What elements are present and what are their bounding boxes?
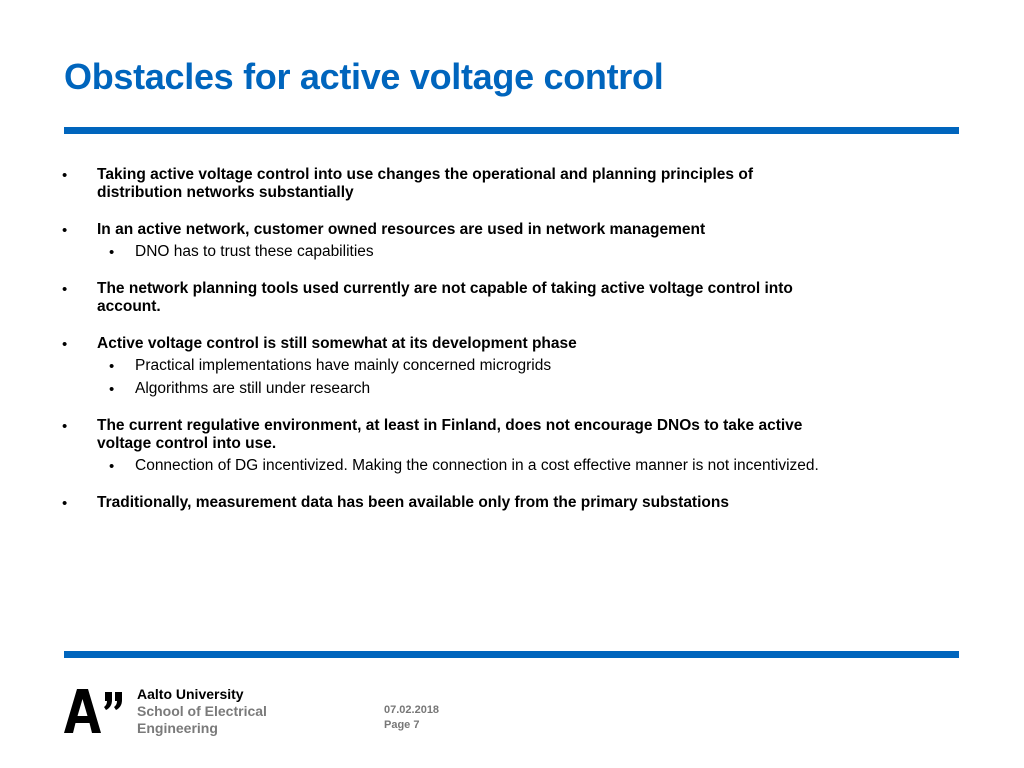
bullet-text: The current regulative environment, at least in Finland, does not encourage DNOs to take active voltage control into use. bbox=[97, 417, 803, 452]
bullet-marker: • bbox=[62, 222, 68, 239]
top-divider bbox=[64, 127, 959, 134]
footer-date: 07.02.2018 bbox=[384, 704, 440, 716]
sub-bullet-list bbox=[97, 243, 838, 261]
footer-organization bbox=[137, 686, 267, 737]
sub-bullet-marker: • bbox=[109, 244, 115, 261]
sub-bullet-item bbox=[97, 380, 838, 398]
sub-bullet-text: Practical implementations have mainly concerned microgrids bbox=[135, 357, 552, 374]
bullet-text: In an active network, customer owned resources are used in network management bbox=[97, 221, 706, 238]
bullet-text: Traditionally, measurement data has been available only from the primary substations bbox=[97, 494, 729, 511]
bullet-item bbox=[58, 335, 838, 398]
bullet-marker: • bbox=[62, 418, 68, 435]
bottom-divider bbox=[64, 651, 959, 658]
bullet-marker: • bbox=[62, 281, 68, 298]
bullet-text: The network planning tools used currently are not capable of taking active voltage control into account. bbox=[97, 280, 793, 315]
sub-bullet-item bbox=[97, 357, 838, 375]
bullet-marker: • bbox=[62, 167, 68, 184]
sub-bullet-item bbox=[97, 457, 838, 475]
logo-quote-right bbox=[114, 692, 122, 710]
sub-bullet-text: Algorithms are still under research bbox=[135, 380, 371, 397]
sub-bullet-list bbox=[97, 357, 838, 398]
bullet-item bbox=[58, 280, 838, 316]
sub-bullet-item bbox=[97, 243, 838, 261]
sub-bullet-marker: • bbox=[109, 381, 115, 398]
sub-bullet-marker: • bbox=[109, 358, 115, 375]
org-name: Aalto University bbox=[137, 686, 244, 702]
bullet-item bbox=[58, 221, 838, 261]
aalto-logo-icon bbox=[64, 689, 124, 733]
footer-meta bbox=[384, 703, 439, 733]
bullet-item bbox=[58, 417, 838, 475]
footer-page-number: Page 7 bbox=[384, 719, 420, 731]
sub-bullet-text: DNO has to trust these capabilities bbox=[135, 243, 374, 260]
school-name-line2: Engineering bbox=[137, 720, 218, 736]
sub-bullet-list bbox=[97, 457, 838, 475]
bullet-marker: • bbox=[62, 495, 68, 512]
bullet-item bbox=[58, 494, 838, 512]
sub-bullet-text: Connection of DG incentivized. Making the connection in a cost effective manner is not incentivized. bbox=[135, 457, 819, 474]
sub-bullet-marker: • bbox=[109, 458, 115, 475]
bullet-text: Active voltage control is still somewhat at its development phase bbox=[97, 335, 577, 352]
school-name-line1: School of Electrical bbox=[137, 703, 267, 719]
logo-quote-left bbox=[104, 692, 112, 710]
bullet-item bbox=[58, 166, 838, 202]
slide-title: Obstacles for active voltage control bbox=[64, 56, 664, 97]
bullet-text: Taking active voltage control into use changes the operational and planning principles of distribution networks substantially bbox=[97, 166, 753, 201]
bullet-marker: • bbox=[62, 336, 68, 353]
bullet-list bbox=[58, 166, 838, 531]
